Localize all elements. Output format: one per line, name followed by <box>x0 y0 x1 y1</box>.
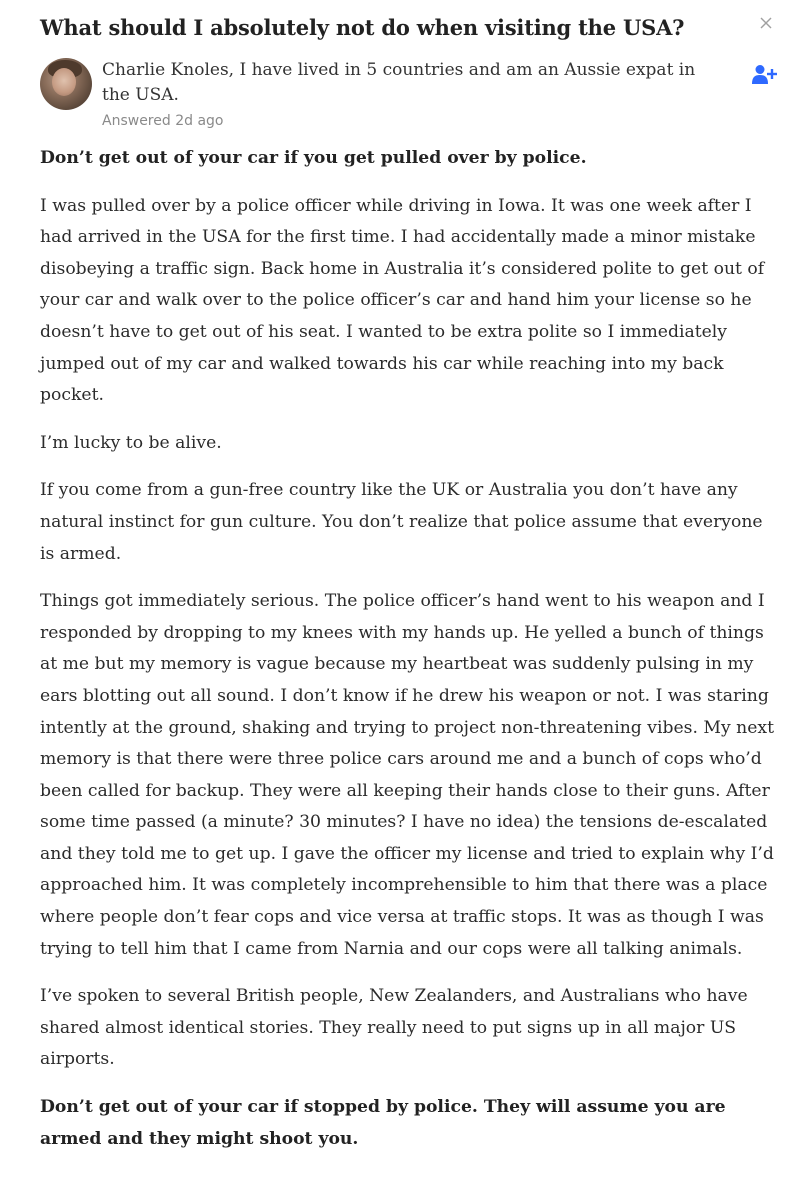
answer-paragraph: Things got immediately serious. The police officer’s hand went to his weapon and I responded by dropping to my knees with my hands up. He yelled a bunch of things at me but my memory is vague because my heartbeat was suddenly pulsing in my ears blotting out all sound. I don’t know if he drew his weapon or not. I was staring intently at the ground, shaking and trying to project non-threatening vibes. My next memory is that there were three police cars around me and a bunch of cops who’d been called for backup. They were all keeping their hands close to their guns. After some time passed (a minute? 30 minutes? I have no idea) the tensions de-escalated and they told me to get up. I gave the officer my license and tried to explain why I’d approached him. It was completely incomprehensible to him that there was a place where people don’t fear cops and vice versa at traffic stops. It was as though I was trying to tell him that I came from Narnia and our cops were all talking animals. <box>40 591 774 959</box>
author-avatar[interactable] <box>40 58 92 110</box>
follow-user-icon[interactable] <box>751 63 777 89</box>
follow-button[interactable] <box>748 62 780 90</box>
answer-paragraph: I’m lucky to be alive. <box>40 432 222 453</box>
answered-timestamp[interactable]: Answered 2d ago <box>102 113 224 129</box>
answer-body <box>40 143 780 1171</box>
close-icon[interactable] <box>759 15 773 34</box>
answer-paragraph-lead: Don’t get out of your car if you get pulled over by police. <box>40 148 587 168</box>
answer-paragraph: If you come from a gun-free country like the UK or Australia you don’t have any natural instinct for gun culture. You don’t realize that police assume that everyone is armed. <box>40 480 763 564</box>
answer-paragraph: I was pulled over by a police officer while driving in Iowa. It was one week after I had arrived in the USA for the first time. I had accidentally made a minor mistake disobeying a traffic sign. Back home in Australia it’s considered polite to get out of your car and walk over to the police officer’s car and hand him your license so he doesn’t have to get out of his seat. I wanted to be extra polite so I immediately jumped out of my car and walked towards his car while reaching into my back pocket. <box>40 195 765 406</box>
answer-paragraph: I’ve spoken to several British people, New Zealanders, and Australians who have shared almost identical stories. They really need to put signs up in all major US airports. <box>40 986 748 1070</box>
answer-paragraph-conclusion: Don’t get out of your car if stopped by police. They will assume you are armed and they might shoot you. <box>40 1097 726 1149</box>
question-title[interactable]: What should I absolutely not do when visiting the USA? <box>40 15 685 40</box>
close-button[interactable] <box>752 10 780 38</box>
author-credential[interactable]: Charlie Knoles, I have lived in 5 countries and am an Aussie expat in the USA. <box>102 60 696 105</box>
